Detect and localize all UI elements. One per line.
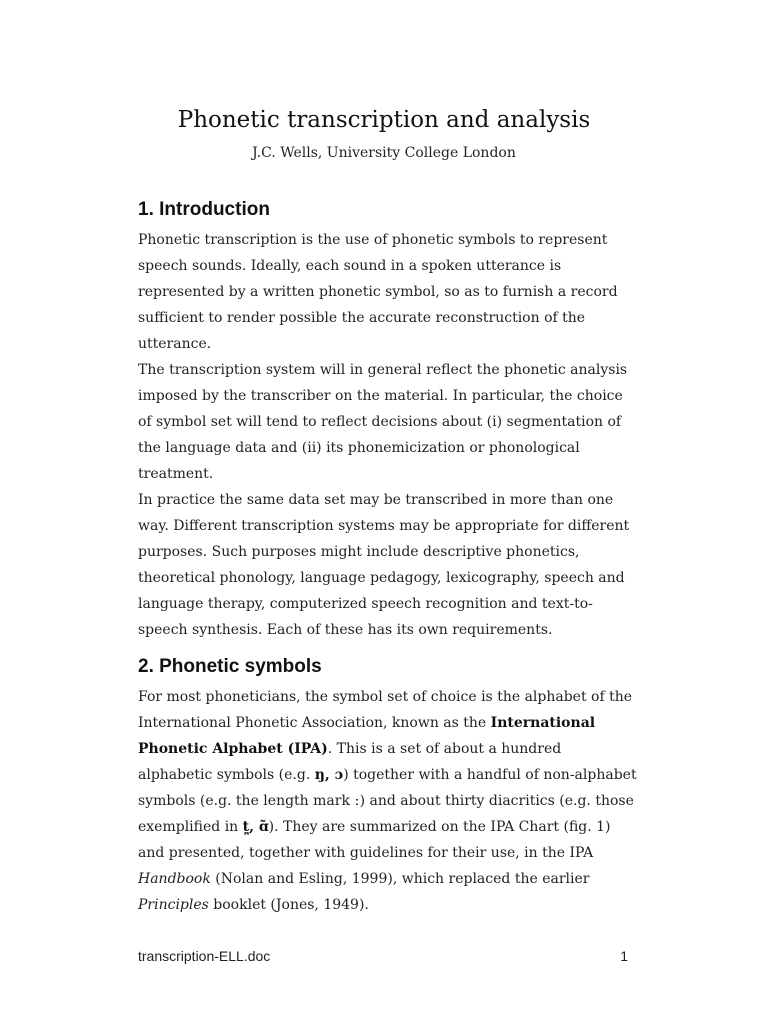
length-mark-symbol: ː [354,793,360,809]
text-run: (Nolan and Esling, 1999), which replaced the earlier [210,871,590,887]
text-run: ). They are summarized on the IPA Chart (fig. 1) and presented, together with guidelines for their use, in the IPA [138,819,611,861]
principles-title: Principles [138,897,209,913]
text-run: ) together with a handful of non-alphabet symbols (e.g. the length mark [138,767,637,809]
diacritic-examples: t̪, ɑ̃ [242,819,269,835]
paragraph-intro-3: In practice the same data set may be transcribed in more than one way. Different transcription systems may be appropriate for different purposes. Such purposes might include descriptive phonetics, theoretical phonology, language pedagogy, lexicography, speech and language therapy, computerized speech recognition and text-to-speech synthesis. Each of these has its own requirements. [138,492,630,638]
paragraph-symbols-1 [138,684,638,918]
text-run: For most phoneticians, the symbol set of choice is the alphabet of the International Phonetic Association, known as the [138,689,633,731]
handbook-title: Handbook [138,871,211,887]
paragraph-intro-1: Phonetic transcription is the use of phonetic symbols to represent speech sounds. Ideally, each sound in a spoken utterance is represented by a written phonetic symbol, so as to furnish a record sufficient to render possible the accurate reconstruction of the utterance. [138,232,618,352]
text-run: . This is a set of about a hundred alphabetic symbols (e.g. [138,741,562,783]
document-title: Phonetic transcription and analysis [177,107,591,133]
footer-filename: transcription-ELL.doc [138,948,271,964]
section-heading-phonetic-symbols: 2. Phonetic symbols [138,656,322,677]
ipa-symbol-examples: ŋ, ɔ [314,767,344,783]
ipa-name: International Phonetic Alphabet (IPA) [138,715,596,757]
section-heading-introduction: 1. Introduction [138,199,270,220]
text-run: booklet (Jones, 1949). [208,897,369,913]
paragraph-intro-2: The transcription system will in general reflect the phonetic analysis imposed by the transcriber on the material. In particular, the choice of symbol set will tend to reflect decisions about (i) segmentation of the language data and (ii) its phonemicization or phonological treatment. [138,362,628,482]
footer-page-number: 1 [620,948,628,964]
text-run: ) and about thirty diacritics (e.g. those exemplified in [138,793,634,835]
document-author: J.C. Wells, University College London [252,145,516,161]
